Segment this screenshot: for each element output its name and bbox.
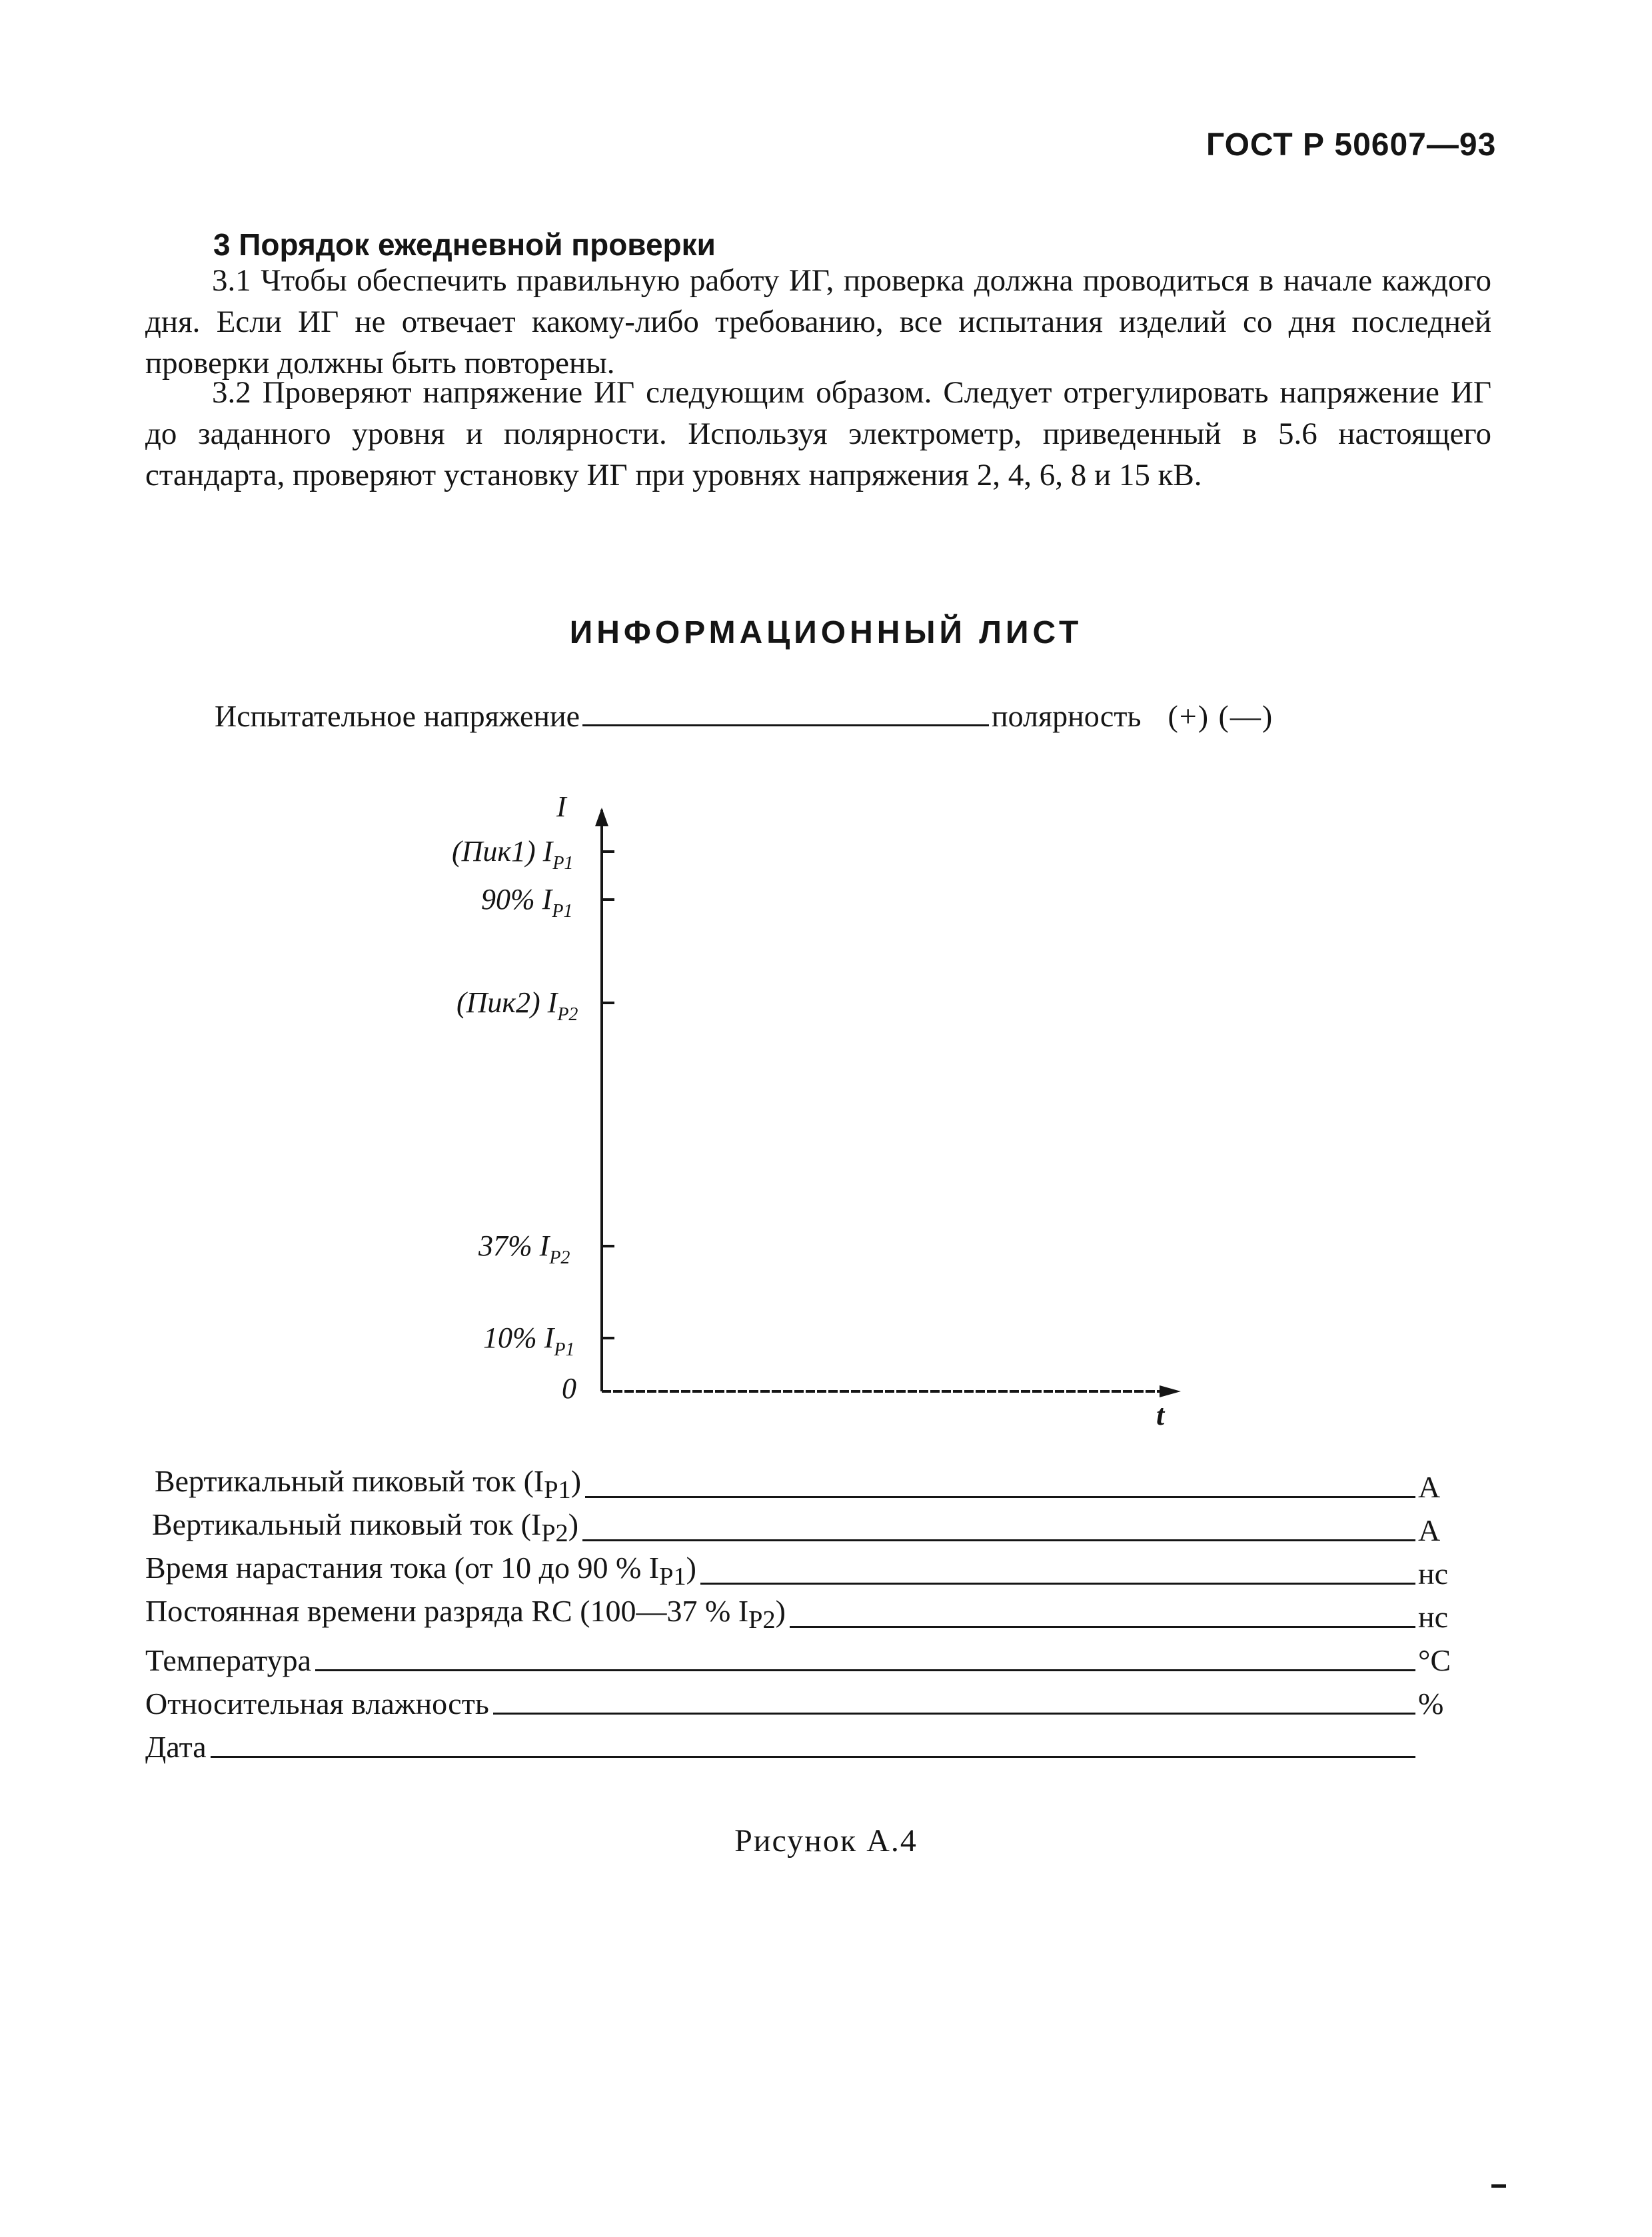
svg-text:10% IP1: 10% $I_{P1}$ [483, 1321, 575, 1360]
form-blank[interactable] [790, 1626, 1415, 1628]
paragraph-3-1: 3.1 Чтобы обеспечить правильную работу ИГ, проверка должна проводиться в начале каждого дня. Если ИГ не отвечает какому-либо требованию, все испытания изделий со дня последней проверки должны быть повторены. [145, 263, 1491, 380]
form-label: Относительная влажность [145, 1687, 489, 1721]
form-blank[interactable] [315, 1669, 1415, 1671]
form-row-rise-time [145, 1550, 1478, 1591]
form-blank[interactable] [493, 1713, 1415, 1715]
form-label: Постоянная времени разряда RC (100—37 % $I_{P2}$) [145, 1593, 786, 1634]
y-axis-arrow [595, 808, 608, 826]
x-axis-arrow [1160, 1385, 1181, 1397]
form-row-temperature [145, 1639, 1478, 1678]
form-row-humidity [145, 1683, 1478, 1721]
polarity-label: полярность [992, 699, 1142, 733]
paragraph-3-2: 3.2 Проверяют напряжение ИГ следующим образом. Следует отрегулировать напряжение ИГ до заданного уровня и полярности. Используя электрометр, приведенный в 5.6 настоящего стандарта, проверяют установку ИГ при уровнях напряжения 2, 4, 6, 8 и 15 кВ. [145, 375, 1491, 492]
svg-text:37% IP2: 37% $I_{P2}$ [478, 1229, 570, 1268]
form-unit: А [1418, 1513, 1441, 1547]
form-blank[interactable] [582, 1539, 1415, 1541]
test-voltage-label: Испытательное напряжение [215, 699, 580, 733]
form-unit: нс [1418, 1600, 1449, 1634]
form-label: Вертикальный пиковый ток $(I_{P2})$ [152, 1507, 579, 1547]
tick-peak1 [452, 835, 614, 874]
form-unit: нс [1418, 1557, 1449, 1591]
form-unit: °С [1418, 1643, 1451, 1677]
form-label: Температура [145, 1643, 312, 1677]
form-label: Дата [145, 1730, 207, 1764]
tick-peak2 [456, 986, 614, 1025]
svg-text:(Пик2) IP2: (Пик2) $I_{P2}$ [456, 986, 578, 1025]
form-blank[interactable] [700, 1583, 1415, 1585]
form-blank[interactable] [585, 1496, 1415, 1498]
form-label: Вертикальный пиковый ток $(I_{P1})$ [155, 1463, 582, 1504]
form-row-peak-current-1 [145, 1463, 1478, 1505]
form-unit: % [1418, 1687, 1444, 1721]
polarity-options: (+) (—) [1168, 699, 1274, 733]
form-blank[interactable] [211, 1756, 1415, 1758]
form-unit: А [1418, 1470, 1441, 1504]
info-sheet-title: ИНФОРМАЦИОННЫЙ ЛИСТ [569, 615, 1083, 650]
svg-text:(Пик1) IP1: (Пик1) $I_{P1}$ [452, 835, 574, 874]
document-code: ГОСТ Р 50607—93 [1206, 127, 1497, 163]
tick-90pct [481, 883, 614, 922]
section-title: 3 Порядок ежедневной проверки [213, 227, 716, 262]
y-axis-label: I [556, 790, 566, 823]
svg-text:90% IP1: 90% $I_{P1}$ [481, 883, 573, 922]
form-row-date [145, 1726, 1478, 1765]
origin-label: 0 [562, 1372, 576, 1405]
tick-37pct [478, 1229, 614, 1268]
form-row-rc-constant [145, 1593, 1478, 1635]
tick-10pct [483, 1321, 614, 1360]
form-row-peak-current-2 [145, 1509, 1478, 1548]
form-label: Время нарастания тока (от 10 до 90 % $I_{P1}$) [145, 1550, 696, 1591]
x-axis-label: t [1156, 1399, 1165, 1431]
figure-caption: Рисунок А.4 [734, 1823, 918, 1859]
page-dash-mark [1491, 2184, 1506, 2188]
